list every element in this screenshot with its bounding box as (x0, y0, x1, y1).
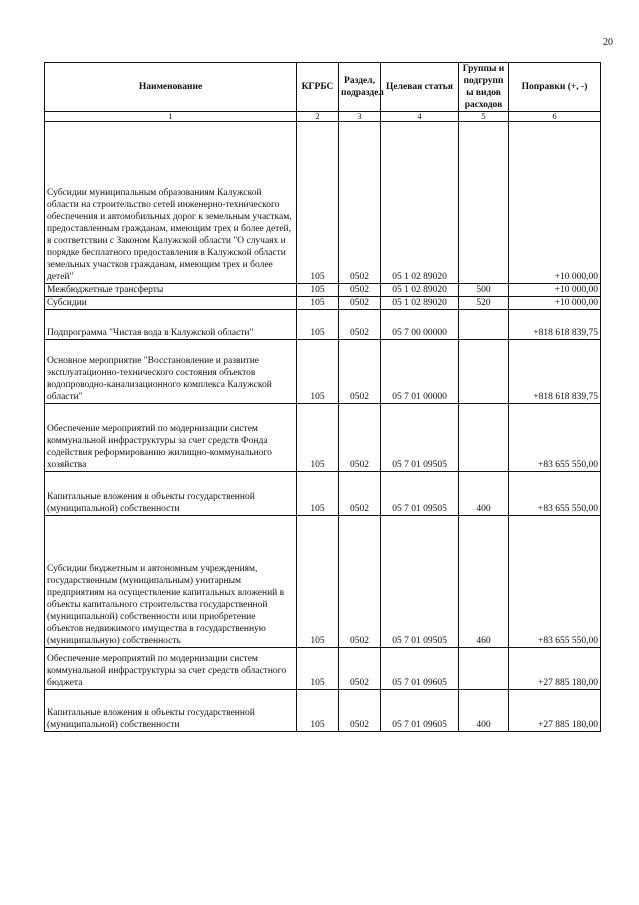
row-name: Основное мероприятие "Восстановление и развитие эксплуатационно-технического состояния объектов водопроводно-канализационного комплекса Калужской области" (45, 340, 297, 404)
row-target: 05 7 01 09505 (381, 404, 459, 472)
table-row (45, 284, 601, 297)
row-group: 500 (459, 284, 509, 297)
row-target: 05 7 01 09605 (381, 648, 459, 690)
row-section: 0502 (339, 310, 381, 340)
row-kgrbs: 105 (297, 310, 339, 340)
row-amount: +818 618 839,75 (509, 310, 601, 340)
row-name: Капитальные вложения в объекты государственной (муниципальной) собственности (45, 690, 297, 732)
row-section: 0502 (339, 472, 381, 516)
row-section: 0502 (339, 297, 381, 310)
row-kgrbs: 105 (297, 690, 339, 732)
row-amount: +10 000,00 (509, 284, 601, 297)
col-number: 3 (339, 112, 381, 122)
row-kgrbs: 105 (297, 404, 339, 472)
row-kgrbs: 105 (297, 297, 339, 310)
table-row (45, 472, 601, 516)
header-groups: Группы и подгрупп ы видов расходов (459, 63, 509, 112)
row-target: 05 1 02 89020 (381, 122, 459, 284)
row-target: 05 7 00 00000 (381, 310, 459, 340)
row-group (459, 648, 509, 690)
row-kgrbs: 105 (297, 340, 339, 404)
row-group: 520 (459, 297, 509, 310)
table-row (45, 690, 601, 732)
table-row (45, 648, 601, 690)
row-name: Подпрограмма "Чистая вода в Калужской области" (45, 310, 297, 340)
row-amount: +83 655 550,00 (509, 472, 601, 516)
table-row (45, 340, 601, 404)
row-amount: +27 885 180,00 (509, 648, 601, 690)
row-target: 05 7 01 09505 (381, 516, 459, 648)
row-target: 05 7 01 09605 (381, 690, 459, 732)
row-amount: +27 885 180,00 (509, 690, 601, 732)
header-section: Раздел, подраздел (339, 63, 381, 112)
row-section: 0502 (339, 690, 381, 732)
row-amount: +10 000,00 (509, 122, 601, 284)
header-target: Целевая статья (381, 63, 459, 112)
table-row (45, 122, 601, 284)
row-group (459, 122, 509, 284)
col-number: 4 (381, 112, 459, 122)
row-section: 0502 (339, 648, 381, 690)
row-amount: +10 000,00 (509, 297, 601, 310)
row-kgrbs: 105 (297, 472, 339, 516)
row-group (459, 310, 509, 340)
row-name: Обеспечение мероприятий по модернизации систем коммунальной инфраструктуры за счет средств Фонда содействия реформированию жилищно-коммунального хозяйства (45, 404, 297, 472)
col-number: 6 (509, 112, 601, 122)
row-target: 05 1 02 89020 (381, 284, 459, 297)
row-kgrbs: 105 (297, 648, 339, 690)
row-amount: +83 655 550,00 (509, 404, 601, 472)
page-number: 20 (603, 37, 613, 48)
col-number: 5 (459, 112, 509, 122)
row-section: 0502 (339, 516, 381, 648)
col-number: 2 (297, 112, 339, 122)
row-amount: +83 655 550,00 (509, 516, 601, 648)
header-kgrbs: КГРБС (297, 63, 339, 112)
header-row (45, 63, 601, 112)
row-name: Межбюджетные трансферты (45, 284, 297, 297)
table-row (45, 297, 601, 310)
row-section: 0502 (339, 340, 381, 404)
budget-table (44, 62, 601, 732)
row-name: Капитальные вложения в объекты государственной (муниципальной) собственности (45, 472, 297, 516)
row-kgrbs: 105 (297, 122, 339, 284)
row-target: 05 7 01 00000 (381, 340, 459, 404)
row-section: 0502 (339, 284, 381, 297)
row-name: Субсидии муниципальным образованиям Калужской области на строительство сетей инженерно-технического обеспечения и автомобильных дорог к земельным участкам, предоставленным гражданам, имеющим трех и более детей, в соответствии с Законом Калужской области "О случаях и порядке бесплатного предоставления в Калужской области земельных участков гражданам, имеющим трех и более детей" (45, 122, 297, 284)
row-name: Субсидии бюджетным и автономным учреждениям, государственным (муниципальным) унитарным предприятиям на осуществление капитальных вложений в объекты капитального строительства государственной (муниципальной) собственности или приобретение объектов недвижимого имущества в государственную (муниципальную) собственность (45, 516, 297, 648)
row-group (459, 340, 509, 404)
col-number: 1 (45, 112, 297, 122)
row-kgrbs: 105 (297, 284, 339, 297)
row-group: 460 (459, 516, 509, 648)
header-amendments: Поправки (+, -) (509, 63, 601, 112)
row-section: 0502 (339, 404, 381, 472)
row-group: 400 (459, 690, 509, 732)
table-row (45, 516, 601, 648)
header-name: Наименование (45, 63, 297, 112)
row-name: Субсидии (45, 297, 297, 310)
row-target: 05 7 01 09505 (381, 472, 459, 516)
row-target: 05 1 02 89020 (381, 297, 459, 310)
table-row (45, 404, 601, 472)
row-section: 0502 (339, 122, 381, 284)
row-group (459, 404, 509, 472)
row-kgrbs: 105 (297, 516, 339, 648)
row-group: 400 (459, 472, 509, 516)
column-number-row (45, 112, 601, 122)
row-amount: +818 618 839,75 (509, 340, 601, 404)
table-row (45, 310, 601, 340)
row-name: Обеспечение мероприятий по модернизации систем коммунальной инфраструктуры за счет средств областного бюджета (45, 648, 297, 690)
